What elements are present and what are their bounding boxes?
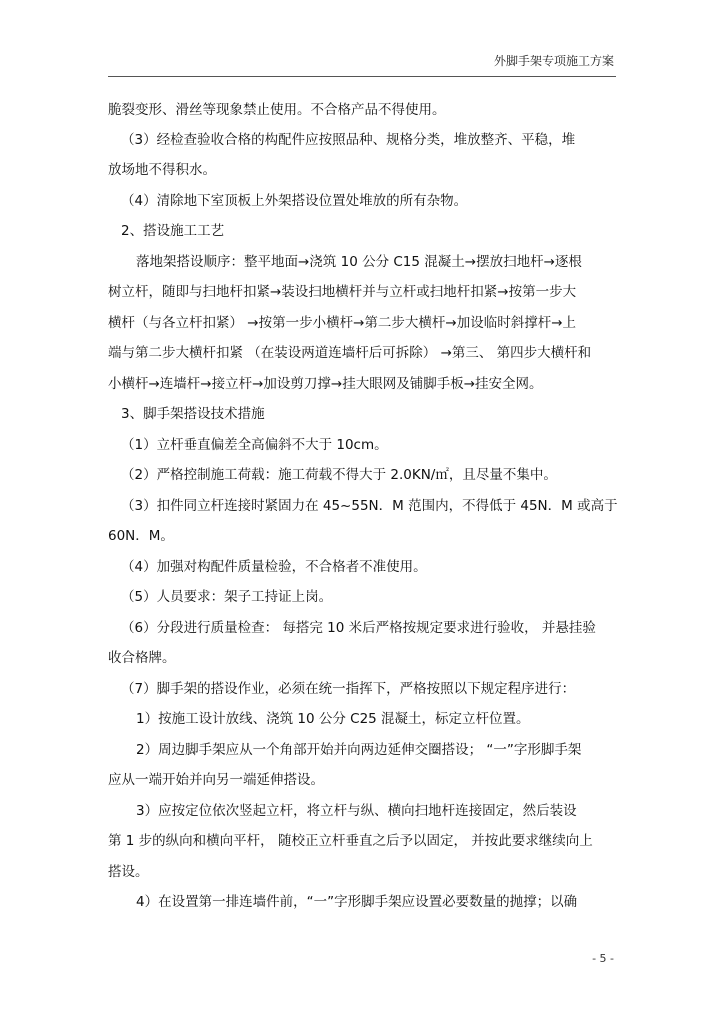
text-line: （2）严格控制施工荷载：施工荷载不得大于 2.0KN/㎡，且尽量不集中。 [121, 467, 557, 483]
text-line: 脆裂变形、滑丝等现象禁止使用。不合格产品不得使用。 [108, 102, 446, 118]
text-line: （3）经检查验收合格的构配件应按照品种、规格分类，堆放整齐、平稳，堆 [121, 132, 576, 148]
text-line: 2）周边脚手架应从一个角部开始并向两边延伸交圈搭设； “一”字形脚手架 [136, 742, 582, 758]
text-line: 落地架搭设顺序：整平地面→浇筑 10 公分 C15 混凝土→摆放扫地杆→逐根 [136, 254, 582, 270]
text-line: 端与第二步大横杆扣紧 （在装设两道连墙杆后可拆除） →第三、 第四步大横杆和 [108, 345, 592, 361]
page-number: - 5 - [592, 952, 614, 965]
text-line: 60N．M。 [108, 528, 174, 544]
header-divider [108, 76, 616, 77]
section-heading: 3、脚手架搭设技术措施 [121, 406, 265, 422]
text-line: （5）人员要求：架子工持证上岗。 [121, 589, 333, 605]
text-line: 应从一端开始并向另一端延伸搭设。 [108, 772, 324, 788]
text-line: 树立杆，随即与扫地杆扣紧→装设扫地横杆并与立杆或扫地杆扣紧→按第一步大 [108, 284, 577, 300]
text-line: 放场地不得积水。 [108, 162, 216, 178]
text-line: （7）脚手架的搭设作业，必须在统一指挥下，严格按照以下规定程序进行： [121, 681, 576, 697]
text-line: （1）立杆垂直偏差全高偏斜不大于 10cm。 [121, 437, 388, 453]
page-header-title: 外脚手架专项施工方案 [493, 54, 614, 68]
text-line: （3）扣件同立杆连接时紧固力在 45~55N．M 范围内，不得低于 45N．M 或高于 [121, 498, 618, 514]
text-line: 第 1 步的纵向和横向平杆， 随校正立杆垂直之后予以固定， 并按此要求继续向上 [108, 833, 593, 849]
text-line: 收合格牌。 [108, 650, 176, 666]
text-line: 横杆（与各立杆扣紧） →按第一步小横杆→第二步大横杆→加设临时斜撑杆→上 [108, 315, 577, 331]
text-line: （4）清除地下室顶板上外架搭设位置处堆放的所有杂物。 [121, 193, 468, 209]
text-line: （6）分段进行质量检查： 每搭完 10 米后严格按规定要求进行验收， 并悬挂验 [121, 620, 596, 636]
section-heading: 2、搭设施工工艺 [121, 223, 225, 239]
text-line: 小横杆→连墙杆→接立杆→加设剪刀撑→挂大眼网及铺脚手板→挂安全网。 [108, 376, 543, 392]
text-line: （4）加强对构配件质量检验，不合格者不准使用。 [121, 559, 427, 575]
text-line: 1）按施工设计放线、浇筑 10 公分 C25 混凝土，标定立杆位置。 [136, 711, 530, 727]
text-line: 4）在设置第一排连墙件前，“一”字形脚手架应设置必要数量的抛撑；以确 [136, 894, 578, 910]
text-line: 3）应按定位依次竖起立杆，将立杆与纵、横向扫地杆连接固定，然后装设 [136, 803, 577, 819]
text-line: 搭设。 [108, 864, 149, 880]
